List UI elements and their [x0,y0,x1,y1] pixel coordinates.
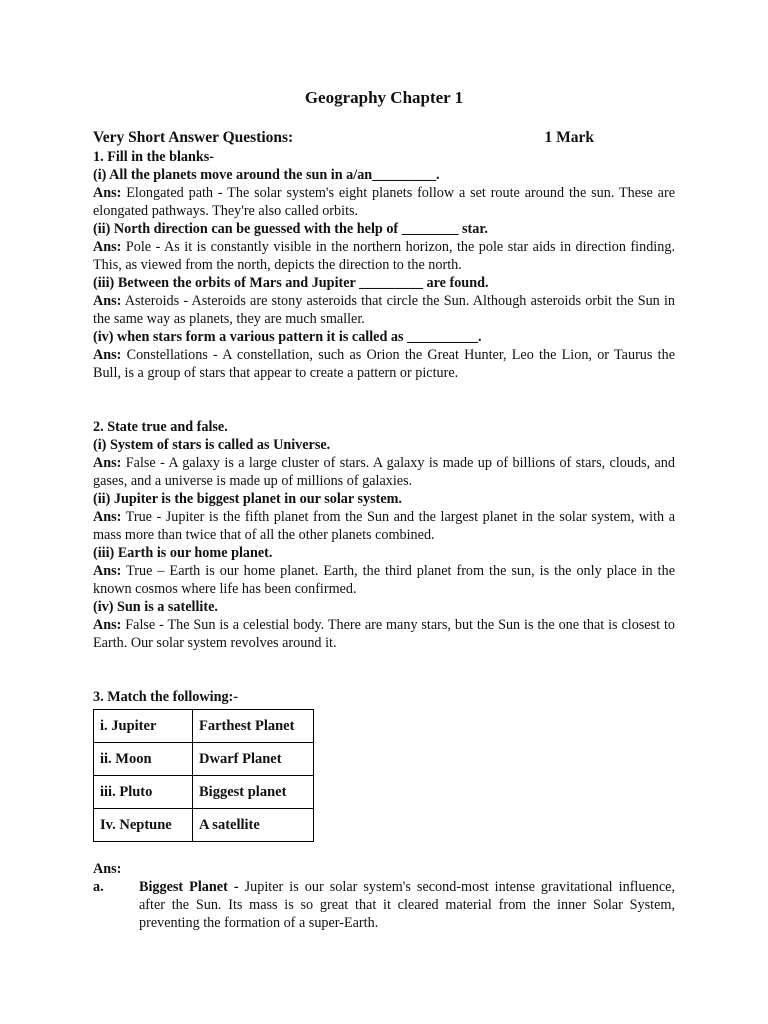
table-row [94,776,314,809]
table-row [94,710,314,743]
q3-heading: 3. Match the following:- [93,689,239,705]
table-cell: i. Jupiter [94,710,193,743]
spacer [93,842,675,860]
q2-question-2: (ii) Jupiter is the biggest planet in our solar system. [93,491,402,507]
ans-label: Ans: [93,509,122,525]
q3-answer-a [93,878,675,932]
spacer [93,652,675,688]
q1-answer-4 [93,346,675,382]
table-cell: Farthest Planet [193,710,314,743]
ans-label: Ans: [93,455,122,471]
table-cell: Dwarf Planet [193,743,314,776]
q1-heading: 1. Fill in the blanks- [93,149,215,165]
ans-text: True – Earth is our home planet. Earth, the third planet from the sun, is the only place in the known cosmos where life has been confirmed. [93,563,675,597]
ans-label: Ans: [93,347,122,363]
document-body [93,129,675,932]
answer-a-text [139,878,675,932]
table-cell: iii. Pluto [94,776,193,809]
ans-text: False - The Sun is a celestial body. There are many stars, but the Sun is the one that is closest to Earth. Our solar system revolves around it. [93,617,675,651]
ans-label: Ans: [93,293,122,309]
table-row [94,809,314,842]
ans-label: Ans: [93,563,122,579]
q2-question-3: (iii) Earth is our home planet. [93,545,273,561]
q1-question-3: (iii) Between the orbits of Mars and Jupiter _________ are found. [93,275,489,291]
q1-answer-1 [93,184,675,220]
q2-answer-2 [93,508,675,544]
table-cell: Biggest planet [193,776,314,809]
ans-text: Constellations - A constellation, such as Orion the Great Hunter, Leo the Lion, or Taurus the Bull, is a group of stars that appear to create a pattern or picture. [93,347,675,381]
q1-answer-2 [93,238,675,274]
section-marks: 1 Mark [544,129,594,146]
q1-question-1: (i) All the planets move around the sun in a/an_________. [93,167,440,183]
table-cell: Iv. Neptune [94,809,193,842]
ans-label: Ans: [93,185,122,201]
ans-text: Elongated path - The solar system's eight planets follow a set route around the sun. These are elongated pathways. They're also called orbits. [93,185,675,219]
page-title: Geography Chapter 1 [304,88,464,107]
q3-ans-label: Ans: [93,861,122,877]
ans-text: True - Jupiter is the fifth planet from the Sun and the largest planet in the solar system, with a mass more than twice that of all the other planets combined. [93,509,675,543]
ans-label: Ans: [93,617,122,633]
ans-text: False - A galaxy is a large cluster of stars. A galaxy is made up of billions of stars, clouds, and gases, and a universe is made up of millions of galaxies. [93,455,675,489]
q1-answer-3 [93,292,675,328]
table-cell: A satellite [193,809,314,842]
ans-text: Asteroids - Asteroids are stony asteroids that circle the Sun. Although asteroids orbit the Sun in the same way as planets, they are much smaller. [93,293,675,327]
match-table [93,709,314,842]
ans-label: Ans: [93,239,122,255]
answer-a-label: a. [93,879,104,895]
section-heading: Very Short Answer Questions: [93,129,294,146]
answer-a-term: Biggest Planet - [139,879,239,895]
q2-answer-4 [93,616,675,652]
table-cell: ii. Moon [94,743,193,776]
q2-question-1: (i) System of stars is called as Universe. [93,437,331,453]
q2-heading: 2. State true and false. [93,419,228,435]
table-row [94,743,314,776]
q2-answer-3 [93,562,675,598]
ans-text: Pole - As it is constantly visible in the northern horizon, the pole star aids in direction finding. This, as viewed from the north, depicts the direction to the north. [93,239,675,273]
spacer [93,382,675,418]
q2-question-4: (iv) Sun is a satellite. [93,599,218,615]
answer-a-body: Jupiter is our solar system's second-most intense gravitational influence, after the Sun. Its mass is so great that it cleared material from the inner Solar System, preventing the formation of a super-Earth. [139,879,675,931]
section-header [93,129,675,148]
q1-question-2: (ii) North direction can be guessed with the help of ________ star. [93,221,488,237]
q1-question-4: (iv) when stars form a various pattern it is called as __________. [93,329,482,345]
q2-answer-1 [93,454,675,490]
